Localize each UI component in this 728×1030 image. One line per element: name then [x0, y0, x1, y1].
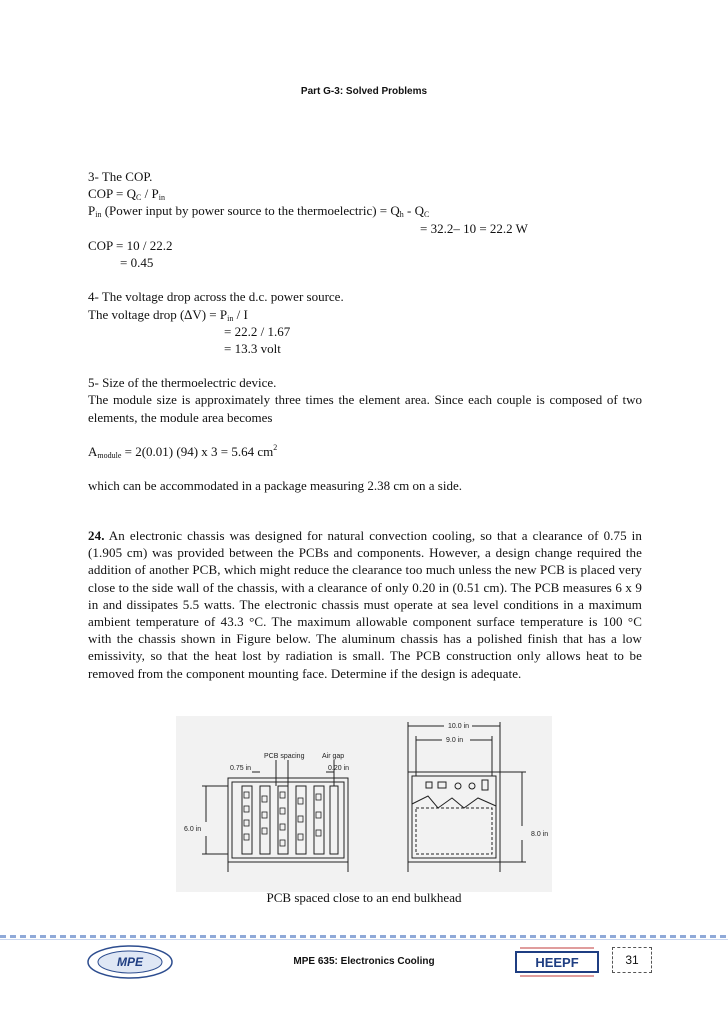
cop-formula: COP = $Q_C / P_{in}$	[88, 186, 165, 203]
footer-divider-thin	[0, 939, 728, 940]
section-5-text: The module size is approximately three times the element area. Since each couple is composed of two elements, the module area becomes	[88, 392, 642, 425]
section-4-heading: 4- The voltage drop across the d.c. power source.	[88, 289, 344, 305]
label-8-0: 8.0 in	[531, 831, 549, 838]
voltage-step-1: = 22.2 / 1.67	[224, 323, 291, 339]
chassis-figure	[176, 716, 552, 892]
label-6-0: 6.0 in	[184, 826, 202, 833]
section-3	[88, 168, 642, 495]
label-10-0: 10.0 in	[448, 723, 470, 730]
label-air-gap: Air gap	[322, 753, 345, 760]
label-0-20: 0.20 in	[328, 765, 350, 772]
label-0-75: 0.75 in	[230, 765, 252, 772]
problem-24	[88, 527, 642, 682]
svg-text:HEEPF: HEEPF	[535, 955, 579, 970]
figure-caption: PCB spaced close to an end bulkhead	[266, 890, 462, 905]
cop-value: COP = 10 / 22.2	[88, 237, 173, 253]
pin-result: = 32.2– 10 = 22.2 W	[420, 220, 528, 236]
footer-course: MPE 635: Electronics Cooling	[293, 956, 435, 967]
voltage-formula: The voltage drop $(\Delta V) = P_{in} / I$	[88, 306, 248, 323]
module-area-formula: $A_{module} = 2(0.01)$ (94) x 3 = 5.64 $cm^2$	[88, 443, 278, 461]
label-pcb-spacing: PCB spacing	[264, 753, 305, 760]
page-header: Part G-3: Solved Problems	[300, 86, 428, 97]
problem-number: 24.	[88, 528, 105, 543]
footer-divider	[0, 935, 728, 938]
section-5-conclusion: which can be accommodated in a package measuring 2.38 cm on a side.	[88, 478, 462, 494]
problem-24-text: 24. An electronic chassis was designed for natural convection cooling, so that a clearance of 0.75 in (1.905 cm) was provided between the PCBs and components. However, a design change required the addition of another PCB, which might reduce the clearance too much unless the new PCB is placed very close to the side wall of the chassis, with a clearance of only 0.20 in (0.51 cm). The PCB measures 6 x 9 in and dissipates 5.5 watts. The electronic chassis must operate at sea level conditions in a maximum ambient temperature of 43.3 °C. The maximum allowable component surface temperature is 100 °C with the chassis shown in Figure below. The aluminum chassis has a polished finish that has a low emissivity, so that the heat lost by radiation is small. The PCB construction only allows heat to be removed from the component mounting face. Determine if the design is adequate.	[88, 528, 642, 681]
voltage-step-2: = 13.3 volt	[224, 340, 281, 356]
label-9-0: 9.0 in	[446, 737, 464, 744]
section-5-heading: 5- Size of the thermoelectric device.	[88, 375, 277, 391]
page-number: 31	[612, 947, 652, 973]
pin-formula: $P_{in}$ (Power input by power source to the thermoelectric) = $Q_h - Q_C$	[88, 203, 430, 220]
section-3-heading: 3- The COP.	[88, 169, 153, 184]
heepf-logo	[514, 944, 600, 980]
svg-text:MPE: MPE	[116, 955, 144, 969]
cop-result: = 0.45	[120, 254, 154, 270]
